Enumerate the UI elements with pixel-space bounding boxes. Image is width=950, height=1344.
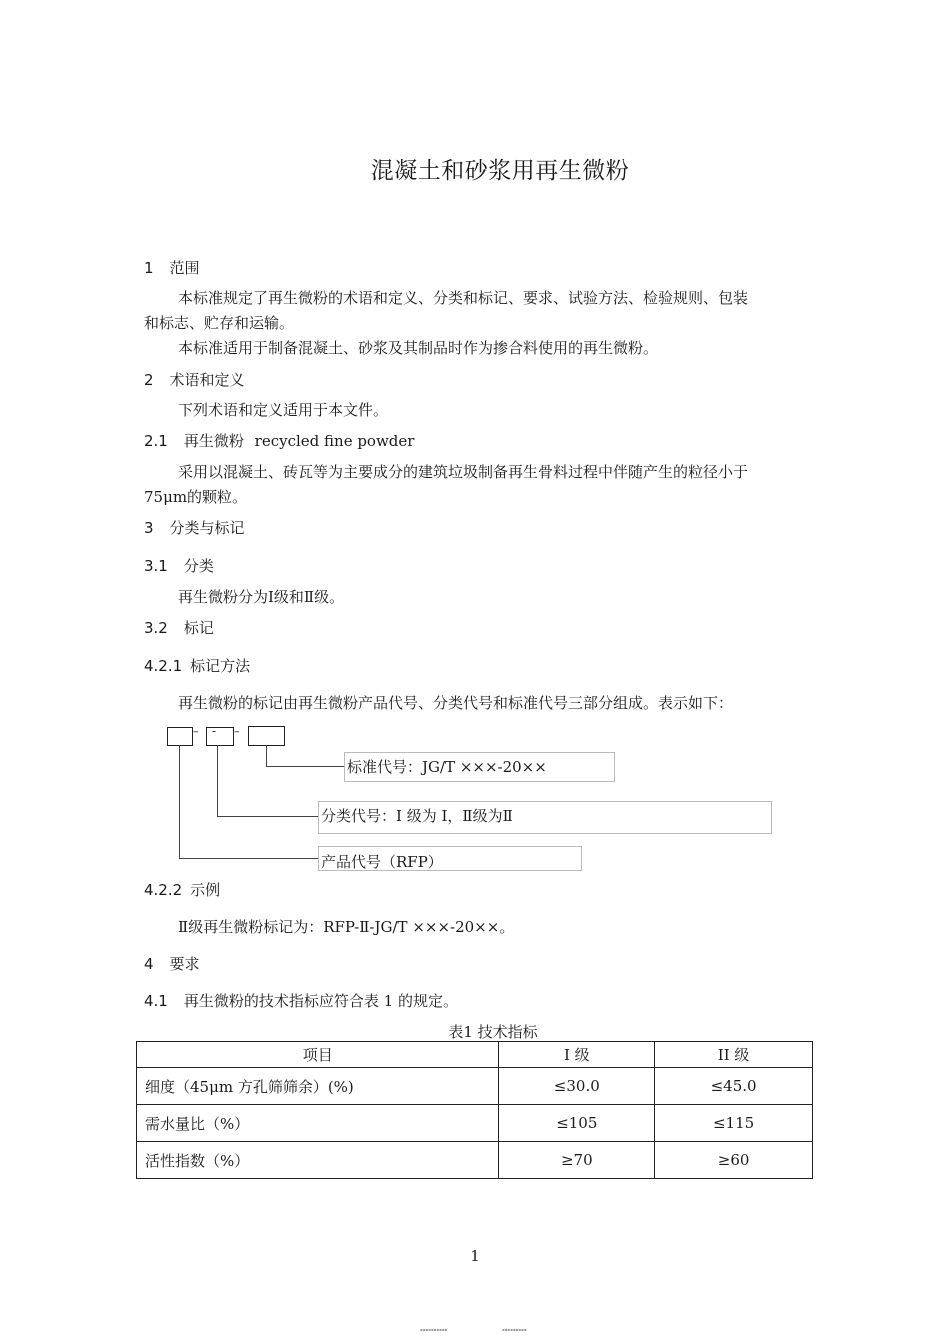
class-code-label: 分类代号：I 级为 I，Ⅱ级为Ⅱ bbox=[318, 801, 772, 834]
connector-line bbox=[217, 745, 218, 817]
section-title-en: recycled fine powder bbox=[254, 432, 415, 450]
section-number: 2 bbox=[144, 371, 154, 389]
table-cell: 需水量比（%） bbox=[137, 1105, 499, 1142]
table-cell: ≤115 bbox=[655, 1105, 813, 1142]
section-number: 3 bbox=[144, 519, 154, 537]
separator: – bbox=[234, 725, 240, 738]
paragraph: 75μm的颗粒。 bbox=[144, 488, 248, 506]
product-code-box bbox=[167, 727, 193, 746]
section-2-heading bbox=[144, 369, 245, 390]
paragraph: Ⅱ级再生微粉标记为：RFP-Ⅱ-JG/T ×××-20××。 bbox=[178, 918, 515, 936]
section-number: 4 bbox=[144, 955, 154, 973]
paragraph: 再生微粉分为I级和Ⅱ级。 bbox=[178, 588, 345, 606]
section-3-1-heading bbox=[144, 555, 214, 576]
table-cell: 活性指数（%） bbox=[137, 1142, 499, 1179]
table-header: 项目 bbox=[137, 1042, 499, 1068]
separator: – bbox=[193, 725, 199, 738]
section-3-2-heading bbox=[144, 617, 214, 638]
connector-line bbox=[179, 858, 318, 859]
section-4-heading bbox=[144, 953, 200, 974]
standard-code-box bbox=[248, 726, 285, 746]
spec-table bbox=[136, 1041, 813, 1179]
section-title: 术语和定义 bbox=[169, 371, 245, 389]
paragraph: 本标准规定了再生微粉的术语和定义、分类和标记、要求、试验方法、检验规则、包装 bbox=[178, 289, 749, 307]
section-number: 3.1 bbox=[144, 557, 168, 575]
section-text: 再生微粉的技术指标应符合表 1 的规定。 bbox=[183, 992, 458, 1010]
connector-line bbox=[217, 816, 318, 817]
section-number: 4.2.2 bbox=[144, 881, 183, 899]
section-2-1-heading bbox=[144, 430, 414, 451]
section-number: 3.2 bbox=[144, 619, 168, 637]
section-4-1-heading bbox=[144, 990, 458, 1011]
section-title: 要求 bbox=[169, 955, 200, 973]
product-code-label: 产品代号（RFP） bbox=[318, 846, 582, 871]
section-title: 标记 bbox=[183, 619, 214, 637]
section-title: 再生微粉 bbox=[183, 432, 244, 450]
section-title: 示例 bbox=[190, 881, 221, 899]
connector-line bbox=[266, 766, 344, 767]
document-title: 混凝土和砂浆用再生微粉 bbox=[370, 158, 630, 184]
table-cell: 细度（45μm 方孔筛筛余）(%) bbox=[137, 1068, 499, 1105]
section-number: 4.2.1 bbox=[144, 657, 183, 675]
paragraph: 采用以混凝土、砖瓦等为主要成分的建筑垃圾制备再生骨料过程中伴随产生的粒径小于 bbox=[178, 463, 749, 481]
section-3-heading bbox=[144, 517, 245, 538]
section-number: 1 bbox=[144, 259, 154, 277]
paragraph: 下列术语和定义适用于本文件。 bbox=[178, 401, 389, 419]
connector-line bbox=[179, 745, 180, 859]
section-number: 2.1 bbox=[144, 432, 168, 450]
section-4-2-2-heading bbox=[144, 879, 220, 900]
section-title: 范围 bbox=[169, 259, 200, 277]
section-1-heading bbox=[144, 257, 200, 278]
footer-mark: ▪▪▪▪▪▪▪▪▪▪ bbox=[420, 1327, 448, 1332]
connector-line bbox=[266, 745, 267, 767]
standard-code-label: 标准代号：JG/T ×××-20×× bbox=[344, 752, 615, 782]
class-code-box bbox=[206, 727, 234, 746]
footer-mark: ▪▪▪▪▪▪▪▪▪ bbox=[502, 1327, 527, 1332]
table-cell: ≤30.0 bbox=[499, 1068, 655, 1105]
paragraph: 本标准适用于制备混凝土、砂浆及其制品时作为掺合料使用的再生微粉。 bbox=[178, 339, 659, 357]
table-cell: ≥70 bbox=[499, 1142, 655, 1179]
section-4-2-1-heading bbox=[144, 655, 250, 676]
section-title: 分类 bbox=[183, 557, 214, 575]
table-cell: ≥60 bbox=[655, 1142, 813, 1179]
paragraph: 再生微粉的标记由再生微粉产品代号、分类代号和标准代号三部分组成。表示如下： bbox=[178, 694, 734, 712]
table-row bbox=[137, 1068, 813, 1105]
table-row bbox=[137, 1105, 813, 1142]
table-header: II 级 bbox=[655, 1042, 813, 1068]
table-caption: 表1 技术指标 bbox=[448, 1023, 538, 1041]
section-title: 分类与标记 bbox=[169, 519, 245, 537]
page-number: 1 bbox=[470, 1247, 480, 1265]
table-cell: ≤105 bbox=[499, 1105, 655, 1142]
table-cell: ≤45.0 bbox=[655, 1068, 813, 1105]
table-row bbox=[137, 1142, 813, 1179]
separator: - bbox=[212, 724, 217, 738]
section-title: 标记方法 bbox=[190, 657, 251, 675]
section-number: 4.1 bbox=[144, 992, 168, 1010]
paragraph: 和标志、贮存和运输。 bbox=[144, 314, 295, 332]
table-header-row bbox=[137, 1042, 813, 1068]
table-header: I 级 bbox=[499, 1042, 655, 1068]
